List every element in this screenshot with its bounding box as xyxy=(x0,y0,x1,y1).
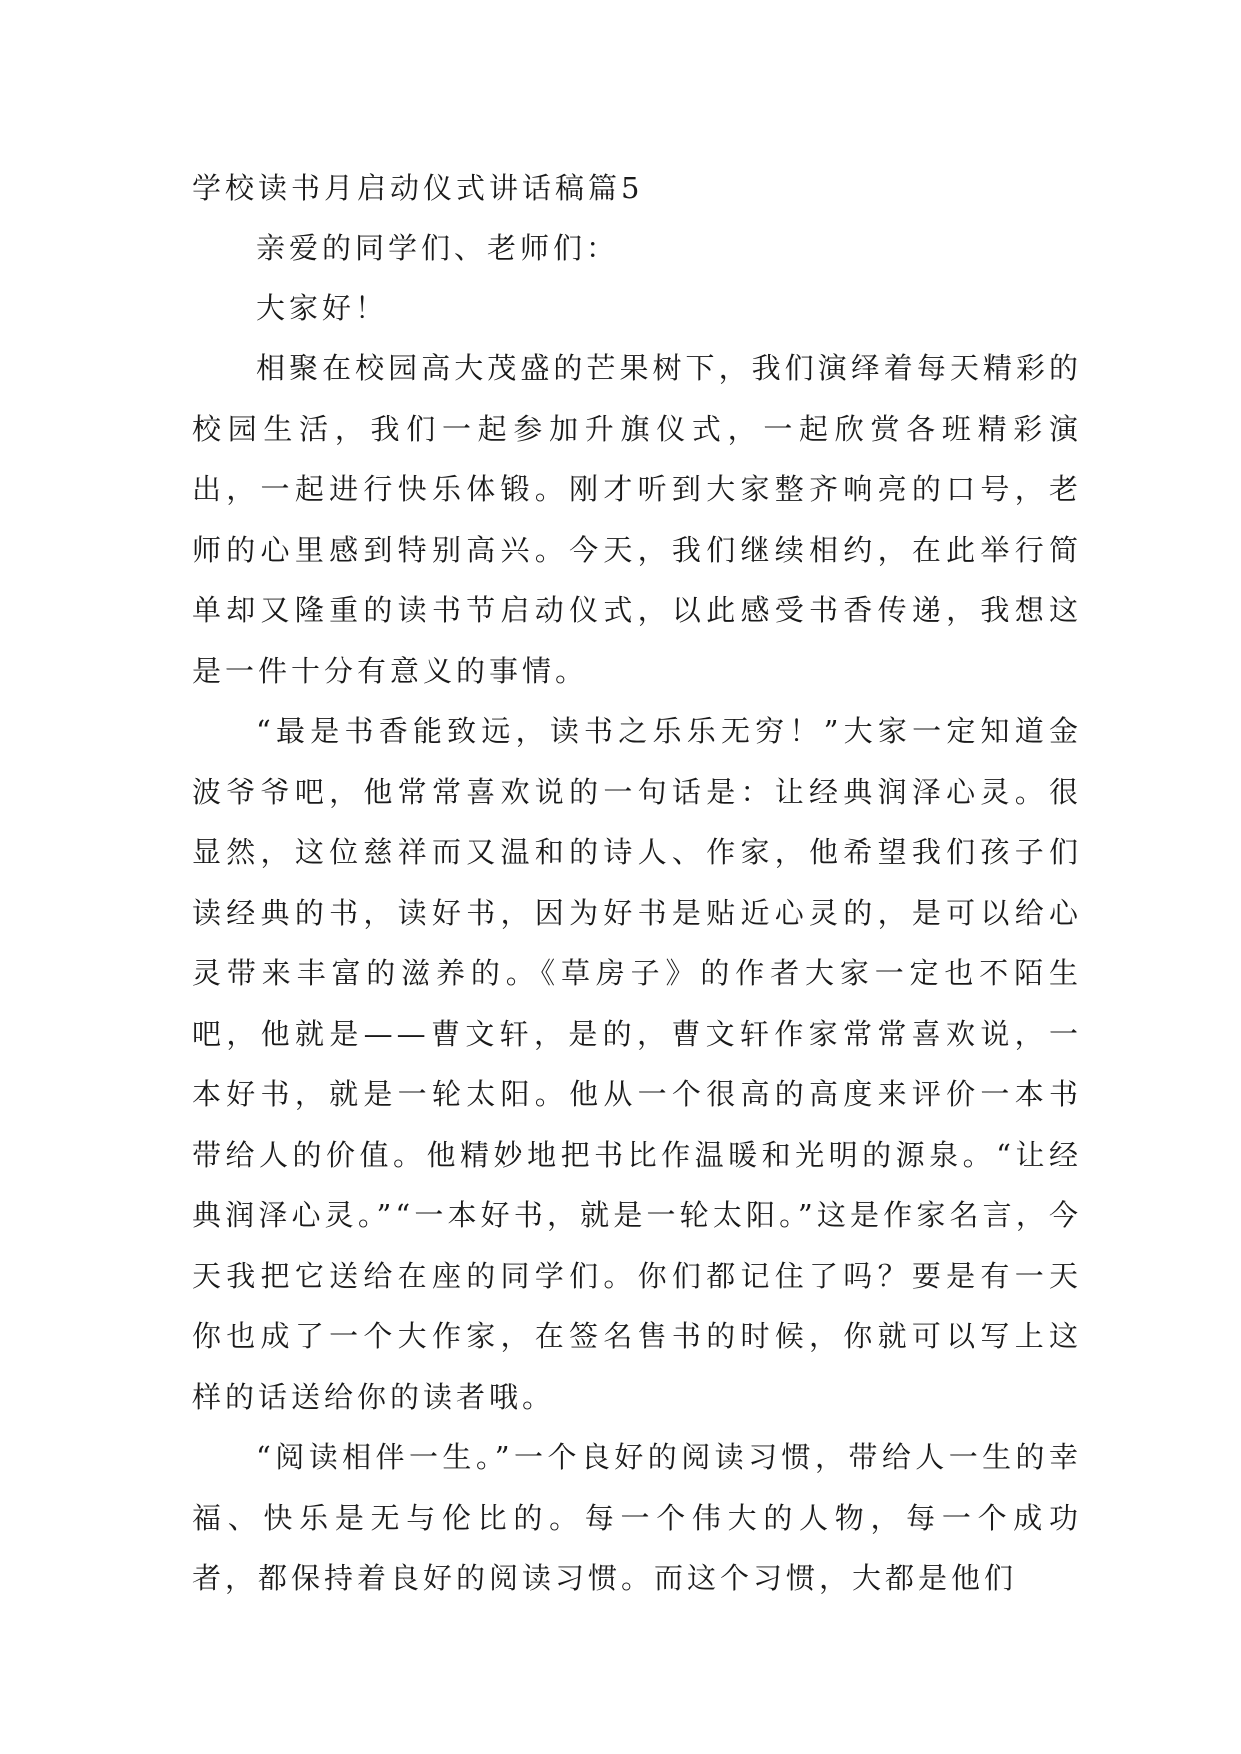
salutation-line: 大家好！ xyxy=(256,291,389,325)
body-paragraph: “最是书香能致远，读书之乐乐无穷！”大家一定知道金波爷爷吧，他常常喜欢说的一句话是：让经典润泽心灵。很显然，这位慈祥而又温和的诗人、作家，他希望我们孩子们读经典的书，读好书，因为好书是贴近心灵的，是可以给心灵带来丰富的滋养的。《草房子》的作者大家一定也不陌生吧，他就是——曹文轩，是的，曹文轩作家常常喜欢说，一本好书，就是一轮太阳。他从一个很高的高度来评价一本书带给人的价值。他精妙地把书比作温暖和光明的源泉。“让经典润泽心灵。”“一本好书，就是一轮太阳。”这是作家名言，今天我把它送给在座的同学们。你们都记住了吗？要是有一天你也成了一个大作家，在签名售书的时候，你就可以写上这样的话送给你的读者哦。 xyxy=(192,714,1082,1414)
document-page xyxy=(192,158,1082,1609)
document-title: 学校读书月启动仪式讲话稿篇5 xyxy=(192,171,644,205)
greeting-line: 亲爱的同学们、老师们： xyxy=(256,231,620,265)
body-paragraph: “阅读相伴一生。”一个良好的阅读习惯，带给人一生的幸福、快乐是无与伦比的。每一个伟大的人物，每一个成功者，都保持着良好的阅读习惯。而这个习惯，大都是他们 xyxy=(192,1440,1082,1595)
body-paragraph: 相聚在校园高大茂盛的芒果树下，我们演绎着每天精彩的校园生活，我们一起参加升旗仪式，一起欣赏各班精彩演出，一起进行快乐体锻。刚才听到大家整齐响亮的口号，老师的心里感到特别高兴。今天，我们继续相约，在此举行简单却又隆重的读书节启动仪式，以此感受书香传递，我想这是一件十分有意义的事情。 xyxy=(192,351,1082,688)
